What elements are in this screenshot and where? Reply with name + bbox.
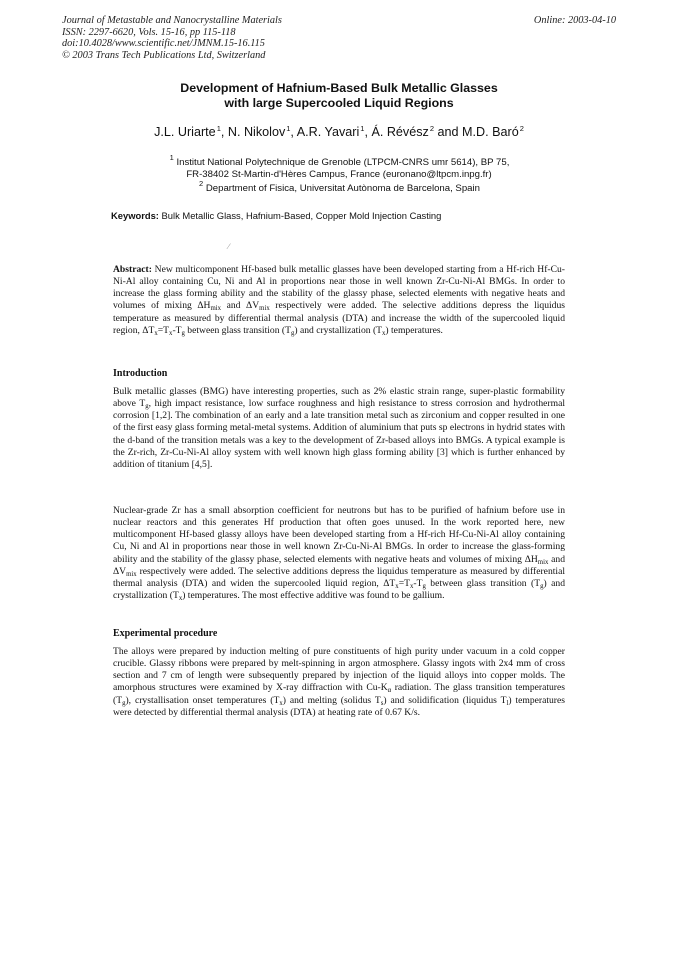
author-separator: , xyxy=(220,125,228,139)
body-text: Bulk metallic glasses (BMG) have interesting properties, such as 2% elastic strain range, super-plastic formability above T xyxy=(113,386,565,410)
body-text: radiation. The glass transition temperatures (T xyxy=(113,682,565,706)
subscript: s xyxy=(380,699,384,707)
body-text: ) temperatures. The most effective additive was found to be gallium. xyxy=(182,590,445,602)
body-text: =T xyxy=(398,577,410,589)
journal-copyright: © 2003 Trans Tech Publications Ltd, Switzerland xyxy=(62,49,266,61)
abstract-text: ) and crystallization (T xyxy=(294,324,383,336)
stray-mark: ⁄ xyxy=(228,242,230,251)
affiliation-1-line-2: FR-38402 St-Martin-d'Hères Campus, France (euronano@ltpcm.inpg.fr) xyxy=(186,168,492,180)
affiliation-1-line-1 xyxy=(0,152,678,169)
abstract-text: and ΔV xyxy=(221,300,260,312)
affiliation-1 xyxy=(0,152,678,180)
title-line-1: Development of Hafnium-Based Bulk Metallic Glasses xyxy=(180,81,498,95)
subscript: x xyxy=(169,329,173,337)
body-text: -T xyxy=(413,577,423,589)
experimental-heading: Experimental procedure xyxy=(113,628,218,639)
body-text: ) and crystallization (T xyxy=(113,577,565,602)
journal-issn: ISSN: 2297-6620, Vols. 15-16, pp 115-118 xyxy=(62,26,236,38)
author-name: M.D. Baró xyxy=(462,125,519,139)
body-text: and ΔV xyxy=(113,553,565,577)
experimental-paragraph xyxy=(113,646,565,719)
body-text: ) and melting (solidus T xyxy=(282,694,381,706)
affiliation-1-number: 1 xyxy=(169,153,174,162)
introduction-paragraph-2 xyxy=(113,505,565,602)
body-text: ) temperatures were detected by differential thermal analysis (DTA) at heating rate of 0.67 K/s. xyxy=(113,694,565,718)
subscript: g xyxy=(122,699,126,707)
affiliation-2-text: Department of Fisica, Universitat Autònoma de Barcelona, Spain xyxy=(205,183,480,194)
body-text: , high impact resistance, low surface roughness and high resistance to stress corrosion and hydrothermal corrosion [1,2]. The combination of an early and a late transition metal such as zirconium and copper resulted in one of the first easy glass forming metal-metal systems. Addition of aluminium that puts sp electrons in hydrid states with the d-band of the transition metals was a key to the development of Zr-based alloys into BMGs. A typical example is the Zr-rich, Zr-Cu-Ni-Al alloy system with well known high glass forming ability [3] which is further enhanced by addition of titanium [4,5]. xyxy=(113,398,565,470)
subscript: x xyxy=(409,582,414,590)
body-text: ), crystallisation onset temperatures (T xyxy=(125,694,280,706)
author-affiliation-mark: 1 xyxy=(286,124,291,133)
subscript: mix xyxy=(537,558,549,566)
subscript: g xyxy=(181,329,185,337)
affiliation-2 xyxy=(0,178,678,195)
body-text: respectively were added. The selective additions depress the liquidus temperature as measured by differential thermal analysis (DTA) and widen the supercooled liquid region, ΔT xyxy=(113,565,565,589)
introduction-heading: Introduction xyxy=(113,368,168,379)
subscript: x xyxy=(395,582,399,590)
author-affiliation-mark: 2 xyxy=(429,124,435,133)
keywords xyxy=(111,210,441,221)
author-name: N. Nikolov xyxy=(227,125,286,139)
author-separator: and xyxy=(434,125,463,139)
journal-name: Journal of Metastable and Nanocrystalline Materials xyxy=(62,15,282,26)
paragraph xyxy=(113,646,565,719)
body-text: ) and solidification (liquidus T xyxy=(383,694,507,706)
subscript: x xyxy=(178,595,183,603)
abstract xyxy=(113,264,565,337)
author-affiliation-mark: 1 xyxy=(360,124,365,133)
body-text: The alloys were prepared by induction melting of pure constituents of high purity under vacuum in a cold copper crucible. Glassy ribbons were prepared by melt-spinning in argon atmosphere. Glassy ingots with 2x4 mm of cross section and 7 cm of length were subsequently prepared by injection of the liquid alloys into copper molds. The amorphous structures were examined by X-ray diffraction with Cu-K xyxy=(113,646,565,694)
subscript: g xyxy=(290,329,295,337)
author-list xyxy=(0,124,678,139)
abstract-text: ) temperatures. xyxy=(385,324,443,336)
paper-title xyxy=(0,81,678,111)
subscript: mix xyxy=(210,305,222,313)
author-name: Á. Révész xyxy=(371,125,429,139)
keywords-label: Keywords: xyxy=(111,210,159,221)
keywords-text: Bulk Metallic Glass, Hafnium-Based, Copper Mold Injection Casting xyxy=(161,210,442,221)
author-name: J.L. Uriarte xyxy=(154,125,216,139)
subscript: g xyxy=(145,403,149,411)
subscript: x xyxy=(279,699,283,707)
abstract-text: =T xyxy=(157,324,170,336)
affiliation-2-number: 2 xyxy=(199,179,204,188)
paragraph xyxy=(113,386,565,471)
title-line-2: with large Supercooled Liquid Regions xyxy=(224,96,454,110)
introduction-paragraph-1 xyxy=(113,386,565,471)
body-text: Nuclear-grade Zr has a small absorption coefficient for neutrons but has to be purified of hafnium before use in nuclear reactors and this generates Hf production that often goes unused. In the work reported here, new multicomponent Hf-based glassy alloys have been developed starting from a Hf-rich Hf-Cu-Ni-Al alloy containing Cu, Ni and Al in proportions near those in well known Zr-Cu-Ni-Al BMGs. In order to increase the glass-forming ability and the stability of the glassy phase, selected elements with negative heats and volumes of mixing ΔH xyxy=(113,505,565,565)
online-date: Online: 2003-04-10 xyxy=(533,15,616,26)
paragraph xyxy=(113,505,565,602)
subscript: x xyxy=(154,329,158,337)
subscript: l xyxy=(506,699,509,707)
abstract-text: New multicomponent Hf-based bulk metallic glasses have been developed starting from a Hf-rich Hf-Cu-Ni-Al alloy containing Cu, Ni and Al in proportions near those in well known Zr-Cu-Ni-Al BMGs. In order to increase the glass forming ability and the stability of the glassy phase, selected elements with negative heats and volumes of mixing ΔH xyxy=(113,264,566,312)
abstract-text: between glass transition (T xyxy=(184,324,291,336)
journal-header xyxy=(62,15,282,61)
subscript: mix xyxy=(259,305,270,313)
author-affiliation-mark: 1 xyxy=(216,124,221,133)
author-separator: , xyxy=(364,125,372,139)
abstract-text: respectively were added. The selective additions depress the liquidus temperature as measured by differential thermal analysis (DTA) and increase the width of the supercooled liquid region, ΔT xyxy=(113,300,566,336)
subscript: g xyxy=(422,582,426,590)
author-name: A.R. Yavari xyxy=(296,125,360,139)
journal-doi: doi:10.4028/www.scientific.net/JMNM.15-16.115 xyxy=(62,38,265,50)
abstract-text: -T xyxy=(172,324,182,336)
author-separator: , xyxy=(290,125,297,139)
body-text: between glass transition (T xyxy=(425,577,541,589)
subscript: g xyxy=(540,582,544,590)
subscript: x xyxy=(382,329,386,337)
abstract-paragraph xyxy=(113,264,565,337)
subscript: mix xyxy=(126,570,137,578)
affiliation-1-text: Institut National Polytechnique de Grenoble (LTPCM-CNRS umr 5614), BP 75, xyxy=(176,157,510,168)
subscript: α xyxy=(387,687,392,695)
abstract-label: Abstract: xyxy=(113,264,152,275)
author-affiliation-mark: 2 xyxy=(519,124,524,133)
